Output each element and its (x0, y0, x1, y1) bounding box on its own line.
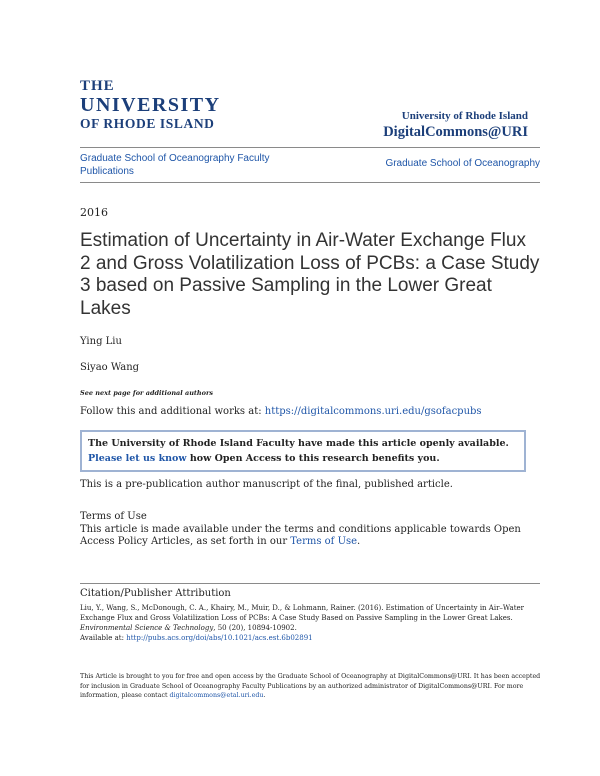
citation-available: Available at: (80, 634, 127, 642)
logo-line-3: OF RHODE ISLAND (80, 116, 215, 131)
citation-divider (80, 583, 540, 584)
collection-link-right[interactable]: Graduate School of Oceanography (385, 158, 540, 169)
footer-notice (80, 672, 550, 701)
header-divider (80, 147, 540, 148)
citation-journal: Environmental Science & Technology (80, 624, 214, 632)
citation-body: Liu, Y., Wang, S., McDonough, C. A., Khairy, M., Muir, D., & Lohmann, Rainer. (2016). Estimation of Uncertainty in Air–Water Exchange Flux and Gross Volatilization Loss of PCBs: A Case Study Based on Passive Sampling in the Lower Great Lakes. (80, 604, 524, 622)
citation-text (80, 603, 550, 643)
prepublication-note: This is a pre-publication author manuscript of the final, published article. (80, 479, 453, 490)
logo-line-2: UNIVERSITY (80, 94, 221, 116)
article-title: Estimation of Uncertainty in Air-Water Exchange Flux 2 and Gross Volatilization Loss of PCBs: a Case Study 3 based on Passive Sampling in the Lower Great Lakes (80, 230, 540, 319)
follow-text: Follow this and additional works at: (80, 406, 265, 417)
collection-url-link[interactable]: https://digitalcommons.uri.edu/gsofacpubs (264, 406, 482, 417)
university-logo (80, 78, 221, 132)
contact-email-link[interactable]: digitalcommons@etal.uri.edu (169, 692, 264, 699)
logo-line-1: THE (80, 78, 115, 94)
author-2[interactable]: Siyao Wang (80, 362, 140, 373)
terms-body: This article is made available under the terms and conditions applicable towards Open Access Policy Articles, as set forth in our (80, 523, 521, 547)
collection-link-left[interactable]: Graduate School of Oceanography Faculty Publications (80, 153, 270, 177)
citation-volume: , 50 (20), 10894-10902. (213, 624, 297, 632)
repository-institution: University of Rhode Island (401, 110, 528, 122)
open-access-rest: how Open Access to this research benefits you. (186, 453, 440, 464)
follow-line (80, 406, 482, 417)
terms-end: . (357, 536, 361, 547)
additional-authors-note: See next page for additional authors (80, 389, 214, 397)
collections-divider (80, 182, 540, 183)
terms-of-use-link[interactable]: Terms of Use (290, 536, 358, 547)
repository-title: DigitalCommons@URI (383, 124, 528, 140)
footer-end: . (263, 692, 266, 699)
citation-heading: Citation/Publisher Attribution (80, 588, 231, 599)
publication-year: 2016 (80, 206, 108, 219)
terms-section (80, 511, 540, 549)
repository-name[interactable] (383, 110, 528, 141)
terms-heading: Terms of Use (80, 511, 147, 522)
footer-text: This Article is brought to you for free and open access by the Graduate School of Oceanography at DigitalCommons@URI. It has been accepted for inclusion in Graduate School of Oceanography Faculty Publications by an authorized administrator of DigitalCommons@URI. For more information, please contact (80, 673, 541, 699)
open-access-box (80, 430, 526, 472)
open-access-statement: The University of Rhode Island Faculty have made this article openly available. (88, 438, 509, 449)
doi-link[interactable]: http://pubs.acs.org/doi/abs/10.1021/acs.est.6b02891 (126, 634, 313, 642)
let-us-know-link[interactable]: Please let us know (88, 453, 187, 464)
author-1[interactable]: Ying Liu (80, 336, 122, 347)
